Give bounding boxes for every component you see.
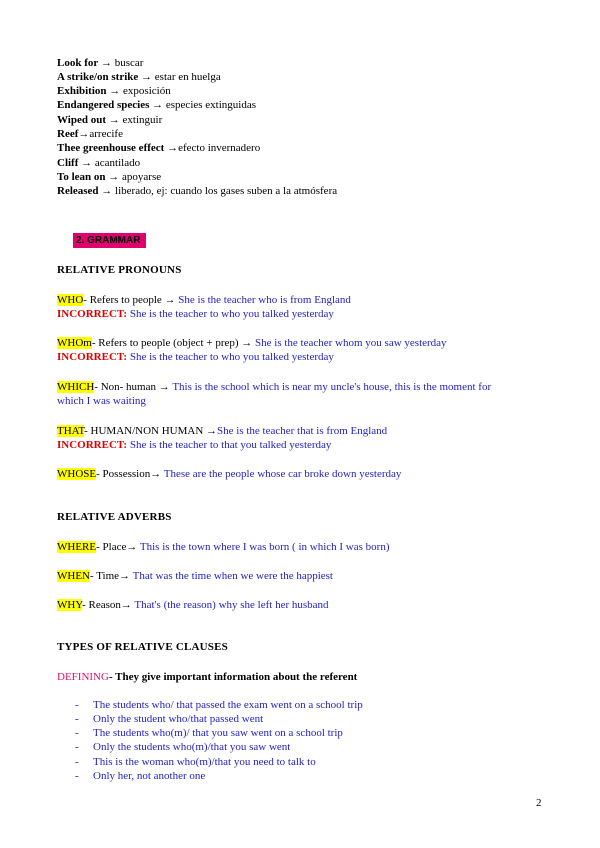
vocab-term: Reef bbox=[57, 128, 79, 140]
vocab-term: Exhibition bbox=[57, 85, 107, 97]
arrow: → bbox=[108, 171, 120, 183]
vocab-item bbox=[57, 170, 161, 184]
arrow: → bbox=[206, 425, 218, 437]
vocab-meaning: exposición bbox=[123, 85, 171, 97]
vocab-meaning: buscar bbox=[114, 57, 144, 69]
who-desc: - Refers to people bbox=[83, 294, 162, 306]
relative-adverbs-heading: RELATIVE ADVERBS bbox=[57, 511, 172, 523]
types-of-clauses-heading: TYPES OF RELATIVE CLAUSES bbox=[57, 641, 228, 653]
when-line bbox=[57, 569, 333, 583]
arrow: → bbox=[101, 57, 112, 69]
vocab-meaning: estar en huelga bbox=[154, 71, 221, 83]
list-item-text: This is the woman who(m)/that you need to talk to bbox=[93, 756, 316, 768]
vocab-meaning: efecto invernadero bbox=[178, 142, 261, 154]
vocab-item bbox=[57, 184, 337, 198]
list-item-text: Only the student who/that passed went bbox=[93, 713, 264, 725]
where-example: This is the town where I was born ( in which I was born) bbox=[139, 541, 390, 553]
defining-line bbox=[57, 670, 357, 684]
whom-incorrect-line bbox=[57, 350, 334, 364]
list-item-text: Only the students who(m)/that you saw went bbox=[93, 741, 291, 753]
vocab-term: Cliff bbox=[57, 157, 79, 169]
whom-desc: - Refers to people (object + prep) bbox=[91, 337, 239, 349]
vocab-meaning: especies extinguidas bbox=[165, 99, 257, 111]
why-line bbox=[57, 598, 329, 612]
vocab-item bbox=[57, 127, 123, 141]
vocab-item bbox=[57, 113, 162, 127]
who-example: She is the teacher who is from England bbox=[178, 294, 351, 306]
vocab-item bbox=[57, 141, 260, 155]
why-label: WHY bbox=[57, 599, 83, 611]
arrow: → bbox=[164, 294, 176, 306]
bullet: - bbox=[75, 727, 79, 739]
vocab-item bbox=[57, 70, 221, 84]
bullet: - bbox=[75, 699, 79, 711]
section-title-grammar: 2. GRAMMAR bbox=[73, 233, 146, 248]
who-label: WHO bbox=[57, 294, 84, 306]
who-line bbox=[57, 293, 351, 307]
vocab-term: Released bbox=[57, 185, 99, 197]
whom-incorrect-example: She is the teacher to who you talked yesterday bbox=[129, 351, 334, 363]
whose-label: WHOSE bbox=[57, 468, 97, 480]
when-example: That was the time when we were the happiest bbox=[132, 570, 333, 582]
arrow: → bbox=[81, 157, 93, 169]
relative-pronouns-heading: RELATIVE PRONOUNS bbox=[57, 264, 182, 276]
arrow: → bbox=[150, 468, 162, 480]
that-label: THAT bbox=[57, 425, 85, 437]
incorrect-label: INCORRECT: bbox=[57, 439, 128, 451]
arrow: → bbox=[141, 71, 153, 83]
vocab-meaning: extinguir bbox=[122, 114, 163, 126]
why-desc: - Reason bbox=[82, 599, 121, 611]
vocab-item bbox=[57, 98, 256, 112]
bullet: - bbox=[75, 770, 79, 782]
arrow: → bbox=[158, 381, 170, 393]
when-label: WHEN bbox=[57, 570, 90, 582]
arrow: → bbox=[241, 337, 253, 349]
who-incorrect-example: She is the teacher to who you talked yesterday bbox=[129, 308, 334, 320]
where-line bbox=[57, 540, 390, 554]
whose-desc: - Possession bbox=[96, 468, 151, 480]
vocab-term: Wiped out bbox=[57, 114, 107, 126]
whose-line bbox=[57, 467, 401, 481]
bullet: - bbox=[75, 713, 79, 725]
incorrect-label: INCORRECT: bbox=[57, 308, 128, 320]
that-desc: - HUMAN/NON HUMAN bbox=[84, 425, 204, 437]
which-desc: - Non- human bbox=[94, 381, 156, 393]
who-incorrect-line bbox=[57, 307, 334, 321]
which-example: This is the school which is near my uncle's house, this is the moment for bbox=[172, 381, 492, 393]
incorrect-label: INCORRECT: bbox=[57, 351, 128, 363]
which-example-continued: which I was waiting bbox=[57, 395, 146, 407]
arrow: → bbox=[109, 85, 121, 97]
vocab-meaning: arrecife bbox=[89, 128, 123, 140]
vocab-term: Endangered species bbox=[57, 99, 150, 111]
arrow: → bbox=[120, 599, 132, 611]
vocab-meaning: liberado, ej: cuando los gases suben a la atmósfera bbox=[115, 185, 338, 197]
that-incorrect-example: She is the teacher to that you talked yesterday bbox=[129, 439, 332, 451]
that-example: She is the teacher that is from England bbox=[217, 425, 388, 437]
vocab-item bbox=[57, 156, 140, 170]
vocab-term: To lean on bbox=[57, 171, 106, 183]
defining-label: DEFINING bbox=[57, 671, 109, 683]
where-desc: - Place bbox=[96, 541, 127, 553]
why-example: That's (the reason) why she left her husband bbox=[134, 599, 329, 611]
defining-desc: - They give important information about the referent bbox=[108, 671, 358, 683]
vocab-item bbox=[57, 84, 171, 98]
arrow: → bbox=[78, 128, 90, 140]
arrow: → bbox=[126, 541, 138, 553]
vocab-term: A strike/on strike bbox=[57, 71, 139, 83]
arrow: → bbox=[167, 142, 179, 154]
which-line bbox=[57, 380, 491, 394]
bullet: - bbox=[75, 756, 79, 768]
when-desc: - Time bbox=[90, 570, 120, 582]
that-incorrect-line bbox=[57, 438, 331, 452]
which-label: WHICH bbox=[57, 381, 95, 393]
whom-label: WHOm bbox=[57, 337, 92, 349]
whose-example: These are the people whose car broke down yesterday bbox=[163, 468, 402, 480]
whom-example: She is the teacher whom you saw yesterday bbox=[255, 337, 447, 349]
vocab-meaning: apoyarse bbox=[122, 171, 162, 183]
list-item-text: The students who/ that passed the exam went on a school trip bbox=[93, 699, 363, 711]
where-label: WHERE bbox=[57, 541, 97, 553]
vocab-term: Thee greenhouse effect bbox=[57, 142, 165, 154]
vocab-item bbox=[57, 56, 143, 70]
bullet: - bbox=[75, 741, 79, 753]
arrow: → bbox=[101, 185, 113, 197]
arrow: → bbox=[108, 114, 120, 126]
arrow: → bbox=[119, 570, 131, 582]
vocab-meaning: acantilado bbox=[94, 157, 141, 169]
that-line bbox=[57, 424, 387, 438]
arrow: → bbox=[152, 99, 164, 111]
vocab-term: Look for bbox=[57, 57, 99, 69]
page-number: 2 bbox=[536, 797, 542, 809]
list-item-text: Only her, not another one bbox=[93, 770, 206, 782]
list-item-text: The students who(m)/ that you saw went on a school trip bbox=[93, 727, 343, 739]
whom-line bbox=[57, 336, 447, 350]
